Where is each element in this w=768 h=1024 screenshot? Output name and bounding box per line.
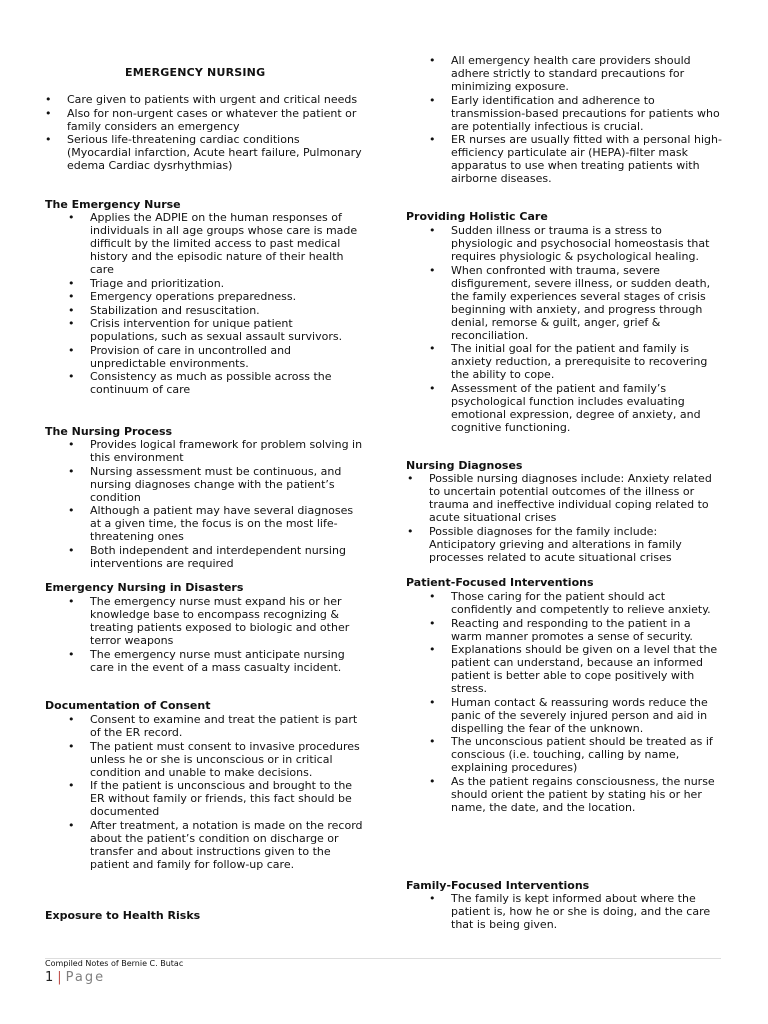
diagnoses-list (429, 472, 723, 564)
list-item: • The family is kept informed about where the patient is, how he or she is doing, and the care that is being given. (451, 892, 723, 931)
list-item: • Although a patient may have several diagnoses at a given time, the focus is on the most life-threatening ones (90, 504, 363, 543)
list-item: • Reacting and responding to the patient in a warm manner promotes a sense of security. (451, 617, 723, 643)
list-item: • The unconscious patient should be treated as if conscious (i.e. touching, calling by name, explaining procedures) (451, 735, 723, 774)
list-item: • The initial goal for the patient and family is anxiety reduction, a prerequisite to recovering the ability to cope. (451, 342, 723, 381)
list-item: • When confronted with trauma, severe disfigurement, severe illness, or sudden death, the family experiences several stages of crisis beginning with anxiety, and progress through denial, remorse & guilt, anger, grief & reconciliation. (451, 264, 723, 342)
list-item: • Applies the ADPIE on the human responses of individuals in all age groups whose care is made difficult by the limited access to past medical history and the episodic nature of their health care (90, 211, 363, 276)
disasters-list (90, 595, 363, 674)
footer-page-number (45, 970, 105, 985)
nursing-process-list (90, 438, 363, 570)
heading-diagnoses: Nursing Diagnoses (406, 459, 523, 472)
footer-compiled-by: Compiled Notes of Bernie C. Butac (45, 959, 184, 968)
list-item: • Assessment of the patient and family’s psychological function includes evaluating emotional expression, degree of anxiety, and cognitive functioning. (451, 382, 723, 434)
list-item: • Explanations should be given on a level that the patient can understand, because an informed patient is better able to cope positively with stress. (451, 643, 723, 695)
list-item: • Consent to examine and treat the patient is part of the ER record. (90, 713, 363, 739)
consent-list (90, 713, 363, 871)
list-item: • Crisis intervention for unique patient populations, such as sexual assault survivors. (90, 317, 363, 343)
list-item: • Possible nursing diagnoses include: Anxiety related to uncertain potential outcomes of the illness or trauma and ineffective individual coping related to acute situational crises (429, 472, 723, 524)
exposure-list (451, 54, 723, 186)
heading-consent: Documentation of Consent (45, 699, 211, 712)
list-item: • Provides logical framework for problem solving in this environment (90, 438, 363, 464)
heading-patient-interventions: Patient-Focused Interventions (406, 576, 594, 589)
list-item: • After treatment, a notation is made on the record about the patient’s condition on discharge or transfer and about instructions given to the patient and family for follow-up care. (90, 819, 363, 871)
holistic-list (451, 224, 723, 434)
list-item: • Also for non-urgent cases or whatever the patient or family considers an emergency (67, 107, 363, 133)
page-title: EMERGENCY NURSING (125, 66, 266, 79)
list-item: • Human contact & reassuring words reduce the panic of the severely injured person and aid in dispelling the fear of the unknown. (451, 696, 723, 735)
list-item: • Stabilization and resuscitation. (90, 304, 363, 317)
list-item: • Early identification and adherence to transmission-based precautions for patients who are potentially infectious is crucial. (451, 94, 723, 133)
list-item: • The emergency nurse must expand his or her knowledge base to encompass recognizing & treating patients exposed to biologic and other terror weapons (90, 595, 363, 647)
list-item: • Sudden illness or trauma is a stress to physiologic and psychosocial homeostasis that requires physiologic & psychological healing. (451, 224, 723, 263)
patient-interventions-list (451, 590, 723, 814)
heading-holistic: Providing Holistic Care (406, 210, 548, 223)
list-item: • All emergency health care providers should adhere strictly to standard precautions for minimizing exposure. (451, 54, 723, 93)
list-item: • Consistency as much as possible across the continuum of care (90, 370, 363, 396)
page-number: 1 (45, 970, 55, 985)
list-item: • Triage and prioritization. (90, 277, 363, 290)
emergency-nurse-list (90, 211, 363, 397)
list-item: • Provision of care in uncontrolled and unpredictable environments. (90, 344, 363, 370)
list-item: • If the patient is unconscious and brought to the ER without family or friends, this fact should be documented (90, 779, 363, 818)
heading-emergency-nurse: The Emergency Nurse (45, 198, 181, 211)
intro-list (67, 93, 363, 173)
heading-family-interventions: Family-Focused Interventions (406, 879, 590, 892)
heading-nursing-process: The Nursing Process (45, 425, 173, 438)
list-item: • Possible diagnoses for the family include: Anticipatory grieving and alterations in family processes related to acute situational crises (429, 525, 723, 564)
family-interventions-list (451, 892, 723, 932)
heading-disasters: Emergency Nursing in Disasters (45, 581, 244, 594)
list-item: • ER nurses are usually fitted with a personal high-efficiency particulate air (HEPA)-filter mask apparatus to use when treating patients with airborne diseases. (451, 133, 723, 185)
page-label: Page (65, 970, 106, 985)
list-item: • The emergency nurse must anticipate nursing care in the event of a mass casualty incident. (90, 648, 363, 674)
list-item: • Both independent and interdependent nursing interventions are required (90, 544, 363, 570)
page-separator: | (57, 970, 63, 985)
list-item: • Those caring for the patient should act confidently and competently to relieve anxiety. (451, 590, 723, 616)
heading-exposure: Exposure to Health Risks (45, 909, 201, 922)
list-item: • Serious life-threatening cardiac conditions (Myocardial infarction, Acute heart failure, Pulmonary edema Cardiac dysrhythmias) (67, 133, 363, 172)
list-item: • Care given to patients with urgent and critical needs (67, 93, 363, 106)
list-item: • As the patient regains consciousness, the nurse should orient the patient by stating his or her name, the date, and the location. (451, 775, 723, 814)
list-item: • Emergency operations preparedness. (90, 290, 363, 303)
list-item: • The patient must consent to invasive procedures unless he or she is unconscious or in critical condition and unable to make decisions. (90, 740, 363, 779)
list-item: • Nursing assessment must be continuous, and nursing diagnoses change with the patient’s condition (90, 465, 363, 504)
